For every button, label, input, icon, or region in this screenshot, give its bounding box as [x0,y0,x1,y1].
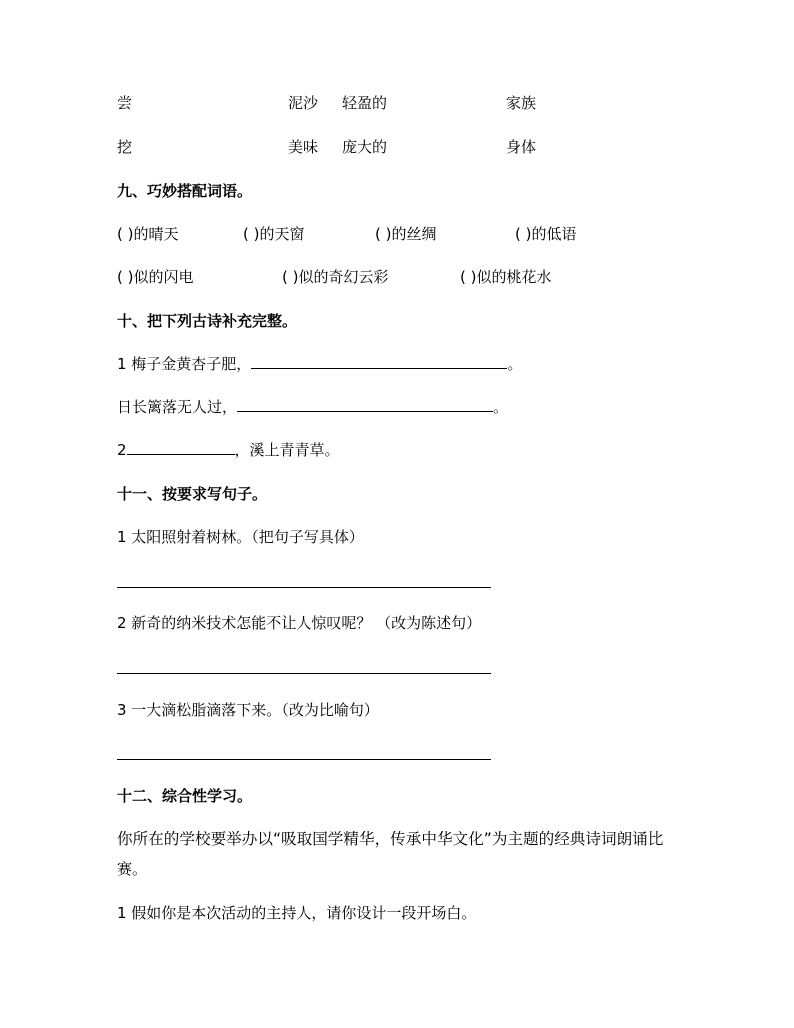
poem-line-1-end: 。 [507,355,523,373]
poem-blank-3[interactable] [127,441,235,455]
match-right-2: 身体 [506,138,537,156]
section-12-question-1: 1 假如你是本次活动的主持人，请你设计一段开场白。 [117,904,477,922]
sentence-question-1: 1 太阳照射着树林。（把句子写具体） [117,528,364,546]
poem-line-2 [117,397,508,417]
answer-line-2[interactable] [117,673,491,674]
answer-line-3[interactable] [117,759,491,760]
section-11-title: 十一、按要求写句子。 [117,485,268,503]
section-9-title: 九、巧妙搭配词语。 [117,182,253,200]
collocation-item: ( )似的桃花水 [460,268,552,286]
collocation-item: ( )的天窗 [243,225,305,243]
collocation-item: ( )的晴天 [117,225,179,243]
section-12-title: 十二、综合性学习。 [117,787,253,805]
poem-line-2-text: 日长篱落无人过， [117,398,238,416]
poem-line-1 [117,354,522,374]
match-left-2: 挖 [117,138,133,156]
collocation-item: ( )似的奇幻云彩 [282,268,389,286]
collocation-item: ( )的丝绸 [375,225,437,243]
answer-line-1[interactable] [117,587,491,588]
section-12-paragraph: 你所在的学校要举办以“吸取国学精华，传承中华文化”为主题的经典诗词朗诵比 [117,830,664,848]
match-mid-1: 泥沙 [288,94,319,112]
poem-line-2-end: 。 [493,398,509,416]
poem-line-1-text: 1 梅子金黄杏子肥， [117,355,252,373]
match-mid-2: 美味 [288,138,319,156]
poem-line-3-end: ，溪上青青草。 [234,441,340,459]
match-adj-1: 轻盈的 [342,94,388,112]
poem-line-3 [117,440,340,460]
match-left-1: 尝 [117,94,133,112]
sentence-question-2: 2 新奇的纳米技术怎能不让人惊叹呢？ （改为陈述句） [117,614,482,632]
collocation-item: ( )的低语 [515,225,577,243]
match-adj-2: 庞大的 [342,138,388,156]
section-12-paragraph-cont: 赛。 [117,860,148,878]
poem-blank-1[interactable] [251,355,507,369]
sentence-question-3: 3 一大滴松脂滴落下来。（改为比喻句） [117,701,379,719]
section-10-title: 十、把下列古诗补充完整。 [117,312,298,330]
poem-line-3-number: 2 [117,441,127,459]
collocation-item: ( )似的闪电 [117,268,194,286]
poem-blank-2[interactable] [237,398,493,412]
match-right-1: 家族 [506,94,537,112]
